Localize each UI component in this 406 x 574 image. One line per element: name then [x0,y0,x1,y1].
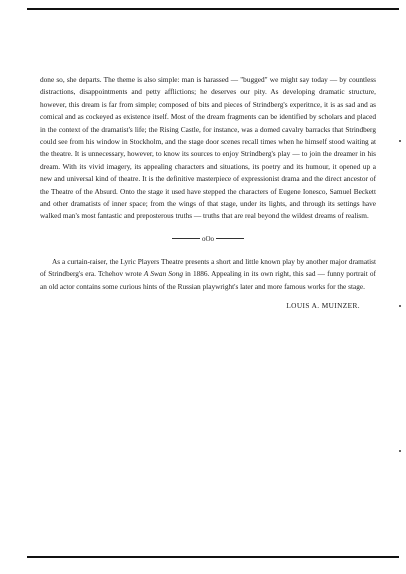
essay-body [40,74,376,310]
essay-paragraph-2 [40,256,376,293]
scan-speck [399,140,401,142]
author-signature: LOUIS A. MUINZER. [286,301,360,311]
scan-speck [399,305,401,307]
separator-mark: oOo [201,234,215,243]
top-rule [27,8,399,10]
bottom-rule [27,556,399,558]
essay-paragraph-1: done so, she departs. The theme is also simple: man is harassed — "bugged" we might say today — by countless distractions, disappointments and petty afflictions; he deserves our pity. As developing dramatic structure, however, this dream is far from simple; composed of bits and pieces of Strindberg's experitnce, it is as sad and as comical and as cockeyed as existence itself. Most of the dream fragments can be identified by scholars and placed in the context of the dramatist's life; the Rising Castle, for instance, was a domed cavalry barracks that Strindberg could see from his window in Stockholm, and the stage door scenes recall times when he himself stood waiting at the theatre. It is unnecessary, however, to know its sources to enjoy Strindberg's play — to join the dreamer in his dream. With its vivid imagery, its appealing characters and situations, its poetry and its humour, it opened up a new and universal kind of theatre. It is the definitive masterpiece of expressionist drama and the direct ancestor of the Theatre of the Absurd. Onto the stage it used have stepped the characters of Eugene Ionesco, Samuel Beckett and other dramatists of inner space; from the wings of that stage, under its lights, and through its settings have walked man's most fantastic and preposterous truths — truths that are real beyond the wildest dreams of realism. [40,75,376,221]
separator-dash-right [216,238,244,239]
paragraph-2-text-start: As a curtain-raiser, the Lyric Players Theatre presents a short and little known play by another major dramatist of Strindberg's era. Tchehov wrote [40,256,376,279]
play-title: A Swan Song [143,269,183,279]
separator-dash-left [172,238,200,239]
paragraph-2-text-end: in 1886. Appealing in its own right, this sad — funny portrait of an old actor contains some curious hints of the Russian playwright's later and more famous works for the stage. [40,269,376,291]
section-separator [40,235,376,243]
scan-speck [399,450,401,452]
